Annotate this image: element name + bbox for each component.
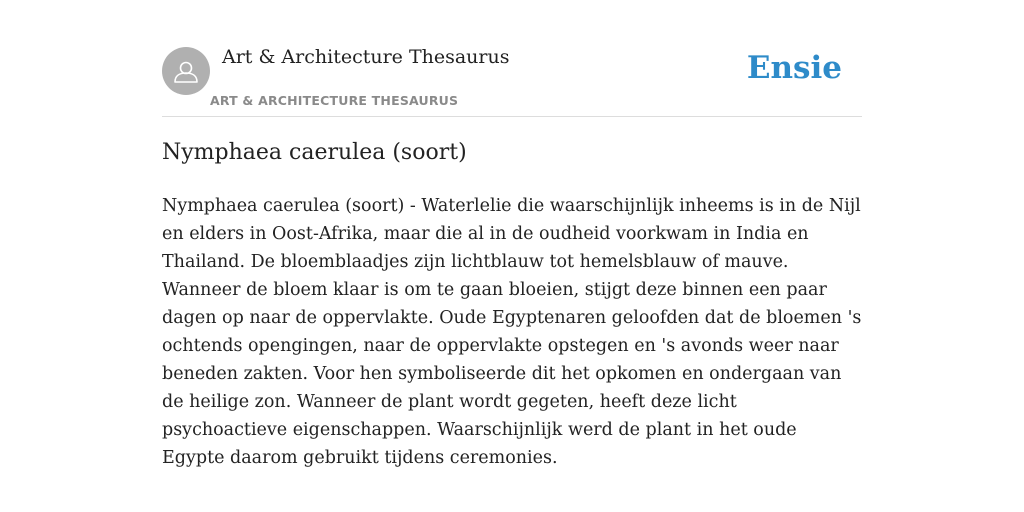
source-header xyxy=(162,0,862,117)
user-avatar-icon[interactable] xyxy=(162,47,210,95)
brand-logo[interactable]: Ensie xyxy=(746,50,842,86)
term-title: Nymphaea caerulea (soort) xyxy=(162,140,467,165)
person-outline-icon xyxy=(162,47,210,95)
definition-text: Nymphaea caerulea (soort) - Waterlelie die waarschijnlijk inheems is in de Nijl en elders in Oost-Afrika, maar die al in de oudheid voorkwam in India en Thailand. De bloemblaadjes zijn lichtblauw tot hemelsblauw of mauve. Wanneer de bloem klaar is om te gaan bloeien, stijgt deze binnen een paar dagen op naar de oppervlakte. Oude Egyptenaren geloofden dat de bloemen 's ochtends opengingen, naar de oppervlakte opstegen en 's avonds weer naar beneden zakten. Voor hen symboliseerde dit het opkomen en ondergaan van de heilige zon. Wanneer de plant wordt gegeten, heeft deze licht psychoactieve eigenschappen. Waarschijnlijk werd de plant in het oude Egypte daarom gebruikt tijdens ceremonies. xyxy=(162,196,862,468)
source-title[interactable]: Art & Architecture Thesaurus xyxy=(222,46,510,68)
source-subtitle: ART & ARCHITECTURE THESAURUS xyxy=(210,93,459,108)
